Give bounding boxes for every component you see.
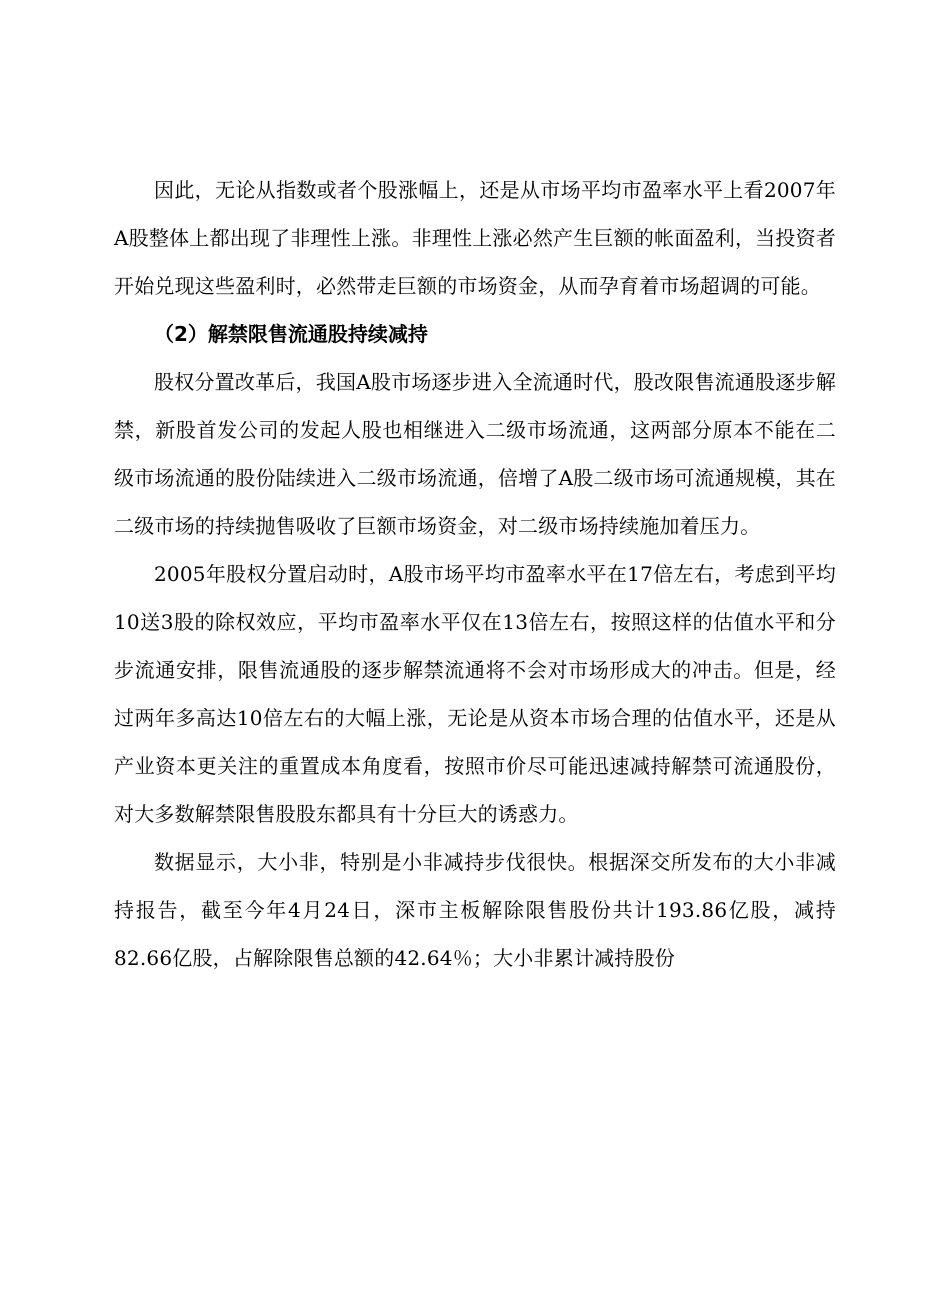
paragraph-valuation: 2005年股权分置启动时，A股市场平均市盈率水平在17倍左右，考虑到平均10送3股的除权效应，平均市盈率水平仅在13倍左右，按照这样的估值水平和分步流通安排，限售流通股的逐步解禁流通将不会对市场形成大的冲击。但是，经过两年多高达10倍左右的大幅上涨，无论是从资本市场合理的估值水平，还是从产业资本更关注的重置成本角度看，按照市价尽可能迅速减持解禁可流通股份，对大多数解禁限售股股东都具有十分巨大的诱惑力。 xyxy=(114,562,836,826)
section-heading: （2）解禁限售流通股持续减持 xyxy=(154,322,428,346)
document-body xyxy=(114,166,836,982)
paragraph-conclusion: 因此，无论从指数或者个股涨幅上，还是从市场平均市盈率水平上看2007年A股整体上都出现了非理性上涨。非理性上涨必然产生巨额的帐面盈利，当投资者开始兑现这些盈利时，必然带走巨额的市场资金，从而孕育着市场超调的可能。 xyxy=(114,178,836,298)
paragraph-reform: 股权分置改革后，我国A股市场逐步进入全流通时代，股改限售流通股逐步解禁，新股首发公司的发起人股也相继进入二级市场流通，这两部分原本不能在二级市场流通的股份陆续进入二级市场流通，倍增了A股二级市场可流通规模，其在二级市场的持续抛售吸收了巨额市场资金，对二级市场持续施加着压力。 xyxy=(114,370,836,538)
paragraph-data: 数据显示，大小非，特别是小非减持步伐很快。根据深交所发布的大小非减持报告，截至今年4月24日，深市主板解除限售股份共计193.86亿股，减持82.66亿股，占解除限售总额的42.64％；大小非累计减持股份 xyxy=(114,850,836,970)
